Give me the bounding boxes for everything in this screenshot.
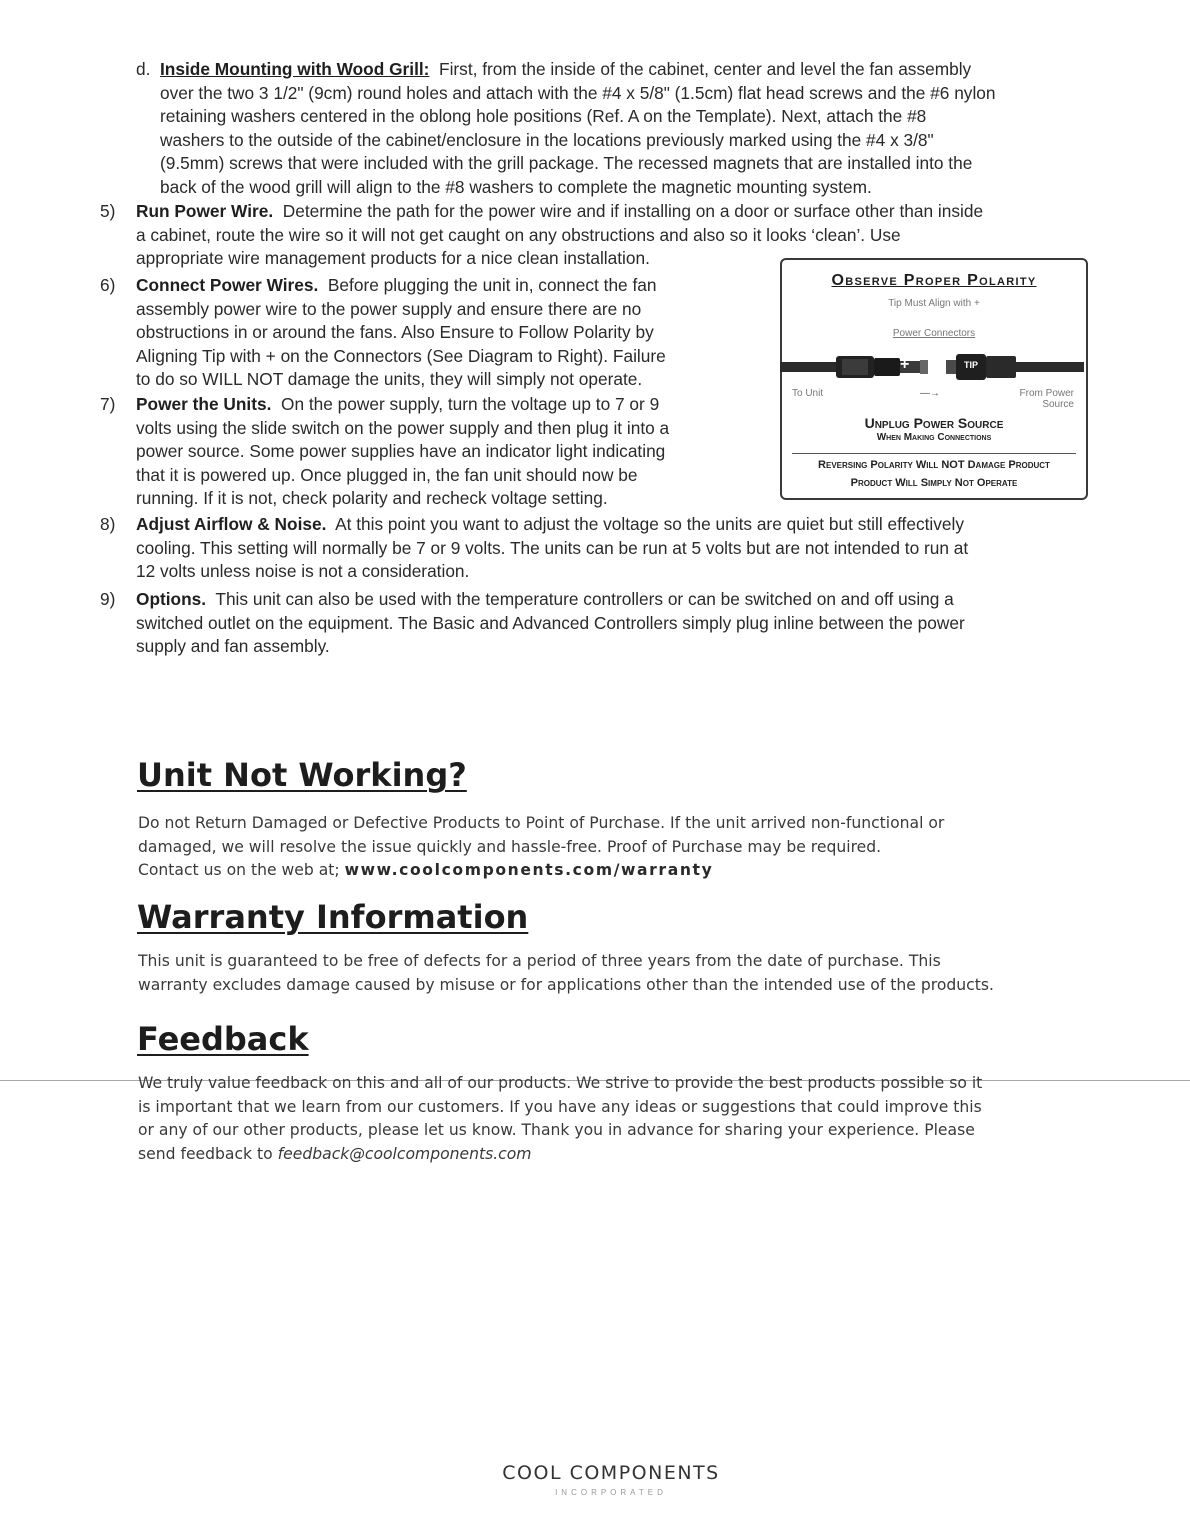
footer-brand-logo: COOL COMPONENTS bbox=[502, 1462, 720, 1484]
para-line: This unit is guaranteed to be free of defects for a period of three years from the date of purchase. This bbox=[138, 952, 941, 970]
warranty-text bbox=[138, 950, 1113, 997]
item-number: 5) bbox=[100, 201, 116, 221]
item-line: supply and fan assembly. bbox=[136, 636, 330, 657]
item-marker: d. bbox=[136, 59, 151, 79]
item-line: Power the Units. On the power supply, turn the voltage up to 7 or 9 bbox=[136, 394, 660, 414]
item-line: Run Power Wire. Determine the path for the power wire and if installing on a door or surface other than inside bbox=[136, 201, 984, 221]
item-line: power source. Some power supplies have an indicator light indicating bbox=[136, 441, 666, 462]
para-line: is important that we learn from our customers. If you have any ideas or suggestions that could improve this bbox=[138, 1097, 982, 1116]
tip-mark: TIP bbox=[964, 360, 979, 370]
para-line: warranty excludes damage caused by misuse or for applications other than the intended use of the products. bbox=[138, 975, 994, 994]
item-title: Adjust Airflow & Noise. bbox=[136, 514, 327, 534]
item-line: that it is powered up. Once plugged in, the fan unit should now be bbox=[136, 464, 638, 485]
item-title: Inside Mounting with Wood Grill: bbox=[160, 59, 430, 79]
item-line: Adjust Airflow & Noise. At this point you want to adjust the voltage so the units are quiet but still effectively bbox=[136, 514, 964, 534]
item-line: assembly power wire to the power supply and ensure there are no bbox=[136, 298, 642, 319]
connectors-label: Power Connectors bbox=[892, 328, 976, 339]
item-title: Power the Units. bbox=[136, 394, 272, 414]
warranty-url-link[interactable]: www.coolcomponents.com/warranty bbox=[344, 861, 714, 879]
connector-illustration bbox=[780, 350, 1084, 384]
tip-note: Tip Must Align with + bbox=[888, 298, 980, 309]
direction-arrow-icon: —→ bbox=[920, 388, 940, 399]
plus-mark: + bbox=[900, 356, 910, 373]
item-text bbox=[136, 588, 1100, 659]
item-line: appropriate wire management products for a nice clean installation. bbox=[136, 248, 650, 269]
item-line: running. If it is not, check polarity and recheck voltage setting. bbox=[136, 488, 608, 509]
item-title: Run Power Wire. bbox=[136, 201, 274, 221]
feedback-text bbox=[138, 1072, 1113, 1166]
item-text bbox=[136, 513, 1100, 584]
to-unit-label: To Unit bbox=[792, 388, 824, 399]
item-line: washers to the outside of the cabinet/enclosure in the locations previously marked using the #4 x 3/8" bbox=[160, 129, 934, 150]
item-line: obstructions in or around the fans. Also Ensure to Follow Polarity by bbox=[136, 322, 654, 343]
contact-line: Contact us on the web at; www.coolcomponents.com/warranty bbox=[138, 861, 714, 879]
para-line: damaged, we will resolve the issue quickly and hassle-free. Proof of Purchase may be required. bbox=[138, 837, 882, 856]
item-line: Connect Power Wires. Before plugging the unit in, connect the fan bbox=[136, 275, 657, 295]
para-line: We truly value feedback on this and all of our products. We strive to provide the best products possible so it bbox=[138, 1074, 983, 1092]
item-line: Aligning Tip with + on the Connectors (See Diagram to Right). Failure bbox=[136, 345, 666, 366]
item-number: 6) bbox=[100, 275, 116, 295]
item-text bbox=[136, 393, 766, 511]
reversing-note: Reversing Polarity Will NOT Damage Product bbox=[818, 459, 1050, 471]
item-line: back of the wood grill will align to the #8 washers to complete the magnetic mounting system. bbox=[160, 176, 872, 197]
item-line: to do so WILL NOT damage the units, they will simply not operate. bbox=[136, 369, 643, 390]
item-line: Options. This unit can also be used with the temperature controllers or can be switched on and off using a bbox=[136, 589, 954, 609]
from-power-label: From Power Source bbox=[1019, 388, 1074, 410]
item-title: Options. bbox=[136, 589, 207, 609]
item-text bbox=[136, 274, 766, 392]
footer-brand-sub: INCORPORATED bbox=[555, 1488, 667, 1497]
unit-not-working-text bbox=[138, 812, 1113, 883]
para-line: Do not Return Damaged or Defective Products to Point of Purchase. If the unit arrived non-functional or bbox=[138, 814, 945, 832]
item-title: Connect Power Wires. bbox=[136, 275, 319, 295]
email-line: send feedback to feedback@coolcomponents.com bbox=[138, 1144, 532, 1163]
item-line: Inside Mounting with Wood Grill: First, from the inside of the cabinet, center and level the fan assembly bbox=[160, 59, 972, 79]
connector-graphic bbox=[780, 350, 1084, 384]
para-line: or any of our other products, please let us know. Thank you in advance for sharing your experience. Please bbox=[138, 1121, 975, 1139]
item-number: 9) bbox=[100, 589, 116, 609]
when-making-note: When Making Connections bbox=[876, 432, 992, 443]
feedback-heading: Feedback bbox=[137, 1020, 309, 1058]
item-line: volts using the slide switch on the power supply and then plug it into a bbox=[136, 417, 670, 438]
item-text bbox=[160, 58, 1106, 200]
item-line: retaining washers centered in the oblong hole positions (Ref. A on the Template). Next, attach the #8 bbox=[160, 106, 927, 127]
unplug-warning: Unplug Power Source bbox=[864, 415, 1004, 431]
diagram-divider bbox=[792, 453, 1076, 454]
item-line: (9.5mm) screws that were included with the grill package. The recessed magnets that are installed into the bbox=[160, 153, 973, 174]
unit-not-working-heading: Unit Not Working? bbox=[137, 756, 467, 794]
product-will-note: Product Will Simply Not Operate bbox=[850, 477, 1018, 489]
feedback-email-link[interactable]: feedback@coolcomponents.com bbox=[277, 1144, 532, 1163]
warranty-heading: Warranty Information bbox=[137, 898, 529, 936]
item-line: switched outlet on the equipment. The Basic and Advanced Controllers simply plug inline between the power bbox=[136, 612, 965, 633]
item-line: over the two 3 1/2" (9cm) round holes and attach with the #4 x 5/8" (1.5cm) flat head screws and the #6 nylon bbox=[160, 82, 996, 103]
item-number: 8) bbox=[100, 514, 116, 534]
item-line: cooling. This setting will normally be 7 or 9 volts. The units can be run at 5 volts but are not intended to run at bbox=[136, 537, 969, 558]
item-line: a cabinet, route the wire so it will not get caught on any obstructions and also so it looks ‘clean’. Use bbox=[136, 224, 901, 245]
polarity-diagram bbox=[780, 258, 1088, 500]
polarity-title: Observe Proper Polarity bbox=[831, 272, 1037, 289]
item-line: 12 volts unless noise is not a consideration. bbox=[136, 561, 470, 582]
item-number: 7) bbox=[100, 394, 116, 414]
